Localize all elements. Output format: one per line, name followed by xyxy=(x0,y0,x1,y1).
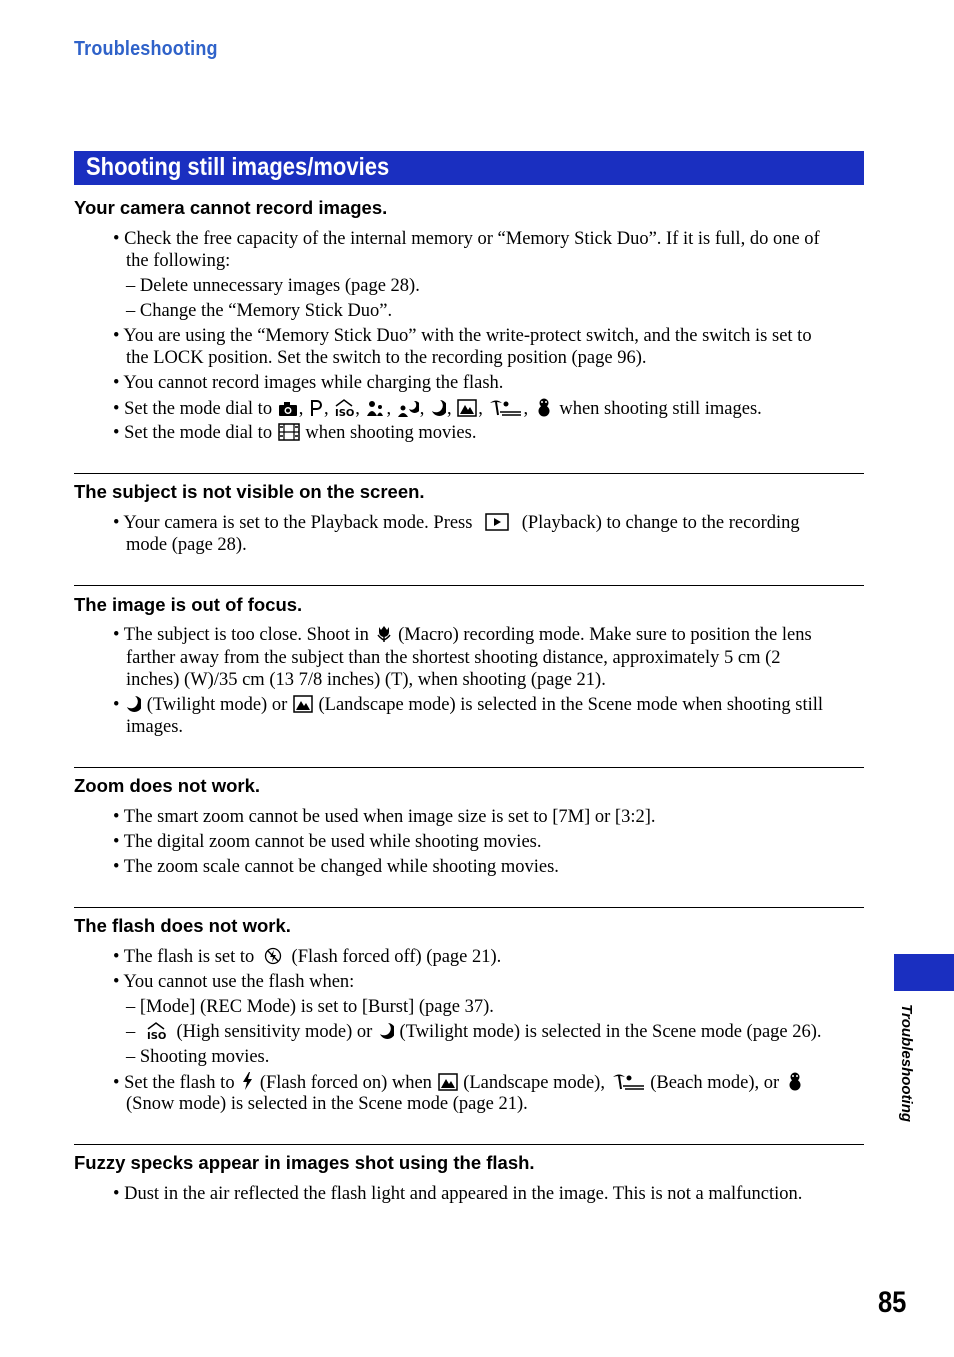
focus-bullet-2-line-2: images. xyxy=(126,717,184,737)
focus-bullet-2-pre: • xyxy=(113,695,120,715)
breadcrumb[interactable]: Troubleshooting xyxy=(74,38,218,60)
record-sub-1: – Delete unnecessary images (page 28). xyxy=(126,276,420,296)
svg-text:ISO: ISO xyxy=(335,408,355,417)
heading-subject-not-visible: The subject is not visible on the screen. xyxy=(74,481,425,502)
flash-sub-2 xyxy=(126,1021,822,1043)
record-bullet-3: • You cannot record images while charging the flash. xyxy=(113,373,504,393)
focus-bullet-2-mid: (Twilight mode) or xyxy=(146,695,288,715)
divider xyxy=(74,473,864,474)
subject-bullet-1-post: (Playback) to change to the recording xyxy=(521,513,800,533)
movie-film-icon xyxy=(278,423,300,441)
record-bullet-2-line-1: • You are using the “Memory Stick Duo” with the write-protect switch, and the switch is set to xyxy=(113,326,812,346)
heading-cannot-record: Your camera cannot record images. xyxy=(74,197,388,218)
svg-text:ISO: ISO xyxy=(146,1031,166,1040)
zoom-bullet-1: • The smart zoom cannot be used when image size is set to [7M] or [3:2]. xyxy=(113,807,656,827)
record-bullet-4: • Set the mode dial to , , ISO , , , , , , when shooting still images. xyxy=(113,399,762,419)
beach-icon xyxy=(488,399,522,417)
subject-bullet-1 xyxy=(113,512,800,534)
record-bullet-5-post: when shooting movies. xyxy=(305,423,477,443)
twilight-portrait-icon xyxy=(397,399,419,417)
subject-bullet-1-line-2: mode (page 28). xyxy=(126,535,247,555)
flash-bullet-1-post: (Flash forced off) (page 21). xyxy=(291,947,502,967)
focus-bullet-2 xyxy=(113,694,823,716)
focus-bullet-1 xyxy=(113,624,812,646)
page-number: 85 xyxy=(878,1286,907,1319)
chapter-tab-text: Troubleshooting xyxy=(898,1004,915,1123)
flash-bullet-3-pre: • Set the flash to xyxy=(113,1073,235,1093)
subject-bullet-1-pre: • Your camera is set to the Playback mode. Press xyxy=(113,513,473,533)
camera-auto-icon xyxy=(278,401,298,417)
heading-fuzzy-specks: Fuzzy specks appear in images shot using the flash. xyxy=(74,1152,535,1173)
section-title-bar xyxy=(74,151,864,185)
flash-bullet-3-mid1: (Flash forced on) when xyxy=(259,1073,432,1093)
flash-sub-1: – [Mode] (REC Mode) is set to [Burst] (page 37). xyxy=(126,997,494,1017)
flash-sub-2-mid: (High sensitivity mode) or xyxy=(176,1022,373,1042)
record-bullet-4-pre: • Set the mode dial to xyxy=(113,399,273,419)
zoom-bullet-3: • The zoom scale cannot be changed while shooting movies. xyxy=(113,857,559,877)
flash-bullet-3-mid2: (Landscape mode), xyxy=(463,1073,605,1093)
record-bullet-2-line-2: the LOCK position. Set the switch to the recording position (page 96). xyxy=(126,348,647,368)
twilight-moon-icon xyxy=(125,695,141,713)
record-bullet-1-line-2: the following: xyxy=(126,251,231,271)
record-bullet-4-post: when shooting still images. xyxy=(559,399,762,419)
focus-bullet-1-line-2: farther away from the subject than the shortest shooting distance, approximately 5 cm (2 xyxy=(126,648,781,668)
flash-bullet-1-pre: • The flash is set to xyxy=(113,947,255,967)
section-title: Shooting still images/movies xyxy=(86,153,390,181)
record-bullet-5-pre: • Set the mode dial to xyxy=(113,423,273,443)
soft-snap-icon xyxy=(365,399,385,417)
flash-bullet-3-line-2: (Snow mode) is selected in the Scene mode (page 21). xyxy=(126,1094,528,1114)
high-iso-icon xyxy=(334,399,354,417)
focus-bullet-2-post: (Landscape mode) is selected in the Scene mode when shooting still xyxy=(318,695,824,715)
divider xyxy=(74,767,864,768)
focus-bullet-1-pre: • The subject is too close. Shoot in xyxy=(113,625,369,645)
flash-sub-3: – Shooting movies. xyxy=(126,1047,270,1067)
flash-off-icon xyxy=(264,947,282,965)
record-bullet-1-line-1: • Check the free capacity of the internal memory or “Memory Stick Duo”. If it is full, do one of xyxy=(113,229,820,249)
heading-flash: The flash does not work. xyxy=(74,915,291,936)
flash-sub-2-pre: – xyxy=(126,1022,136,1042)
focus-bullet-1-line-3: inches) (W)/35 cm (13 7/8 inches) (T), when shooting (page 21). xyxy=(126,670,606,690)
heading-zoom: Zoom does not work. xyxy=(74,775,261,796)
zoom-bullet-2: • The digital zoom cannot be used while shooting movies. xyxy=(113,832,542,852)
macro-tulip-icon xyxy=(375,625,393,643)
playback-icon xyxy=(485,513,509,531)
high-iso-icon xyxy=(146,1022,166,1040)
flash-bullet-3 xyxy=(113,1071,806,1094)
flash-bullet-2: • You cannot use the flash when: xyxy=(113,972,355,992)
flash-on-icon xyxy=(240,1071,254,1091)
twilight-moon-icon xyxy=(378,1022,394,1040)
specks-bullet-1: • Dust in the air reflected the flash light and appeared in the image. This is not a malfunction. xyxy=(113,1184,803,1204)
snow-icon xyxy=(785,1071,805,1091)
divider xyxy=(74,1144,864,1145)
record-sub-2: – Change the “Memory Stick Duo”. xyxy=(126,301,393,321)
flash-sub-2-post: (Twilight mode) is selected in the Scene mode (page 26). xyxy=(399,1022,822,1042)
landscape-icon xyxy=(293,695,313,713)
divider xyxy=(74,907,864,908)
heading-out-of-focus: The image is out of focus. xyxy=(74,594,303,615)
chapter-tab-label xyxy=(898,1004,928,1134)
snow-icon xyxy=(534,397,554,417)
flash-bullet-1 xyxy=(113,946,501,968)
landscape-icon xyxy=(438,1073,458,1091)
divider xyxy=(74,585,864,586)
beach-icon xyxy=(611,1073,645,1091)
flash-bullet-3-mid3: (Beach mode), or xyxy=(650,1073,780,1093)
twilight-moon-icon xyxy=(430,399,446,417)
focus-bullet-1-post: (Macro) recording mode. Make sure to position the lens xyxy=(398,625,812,645)
chapter-tab[interactable] xyxy=(894,954,954,991)
program-p-icon xyxy=(309,399,323,417)
landscape-icon xyxy=(457,399,477,417)
record-bullet-5 xyxy=(113,422,476,444)
